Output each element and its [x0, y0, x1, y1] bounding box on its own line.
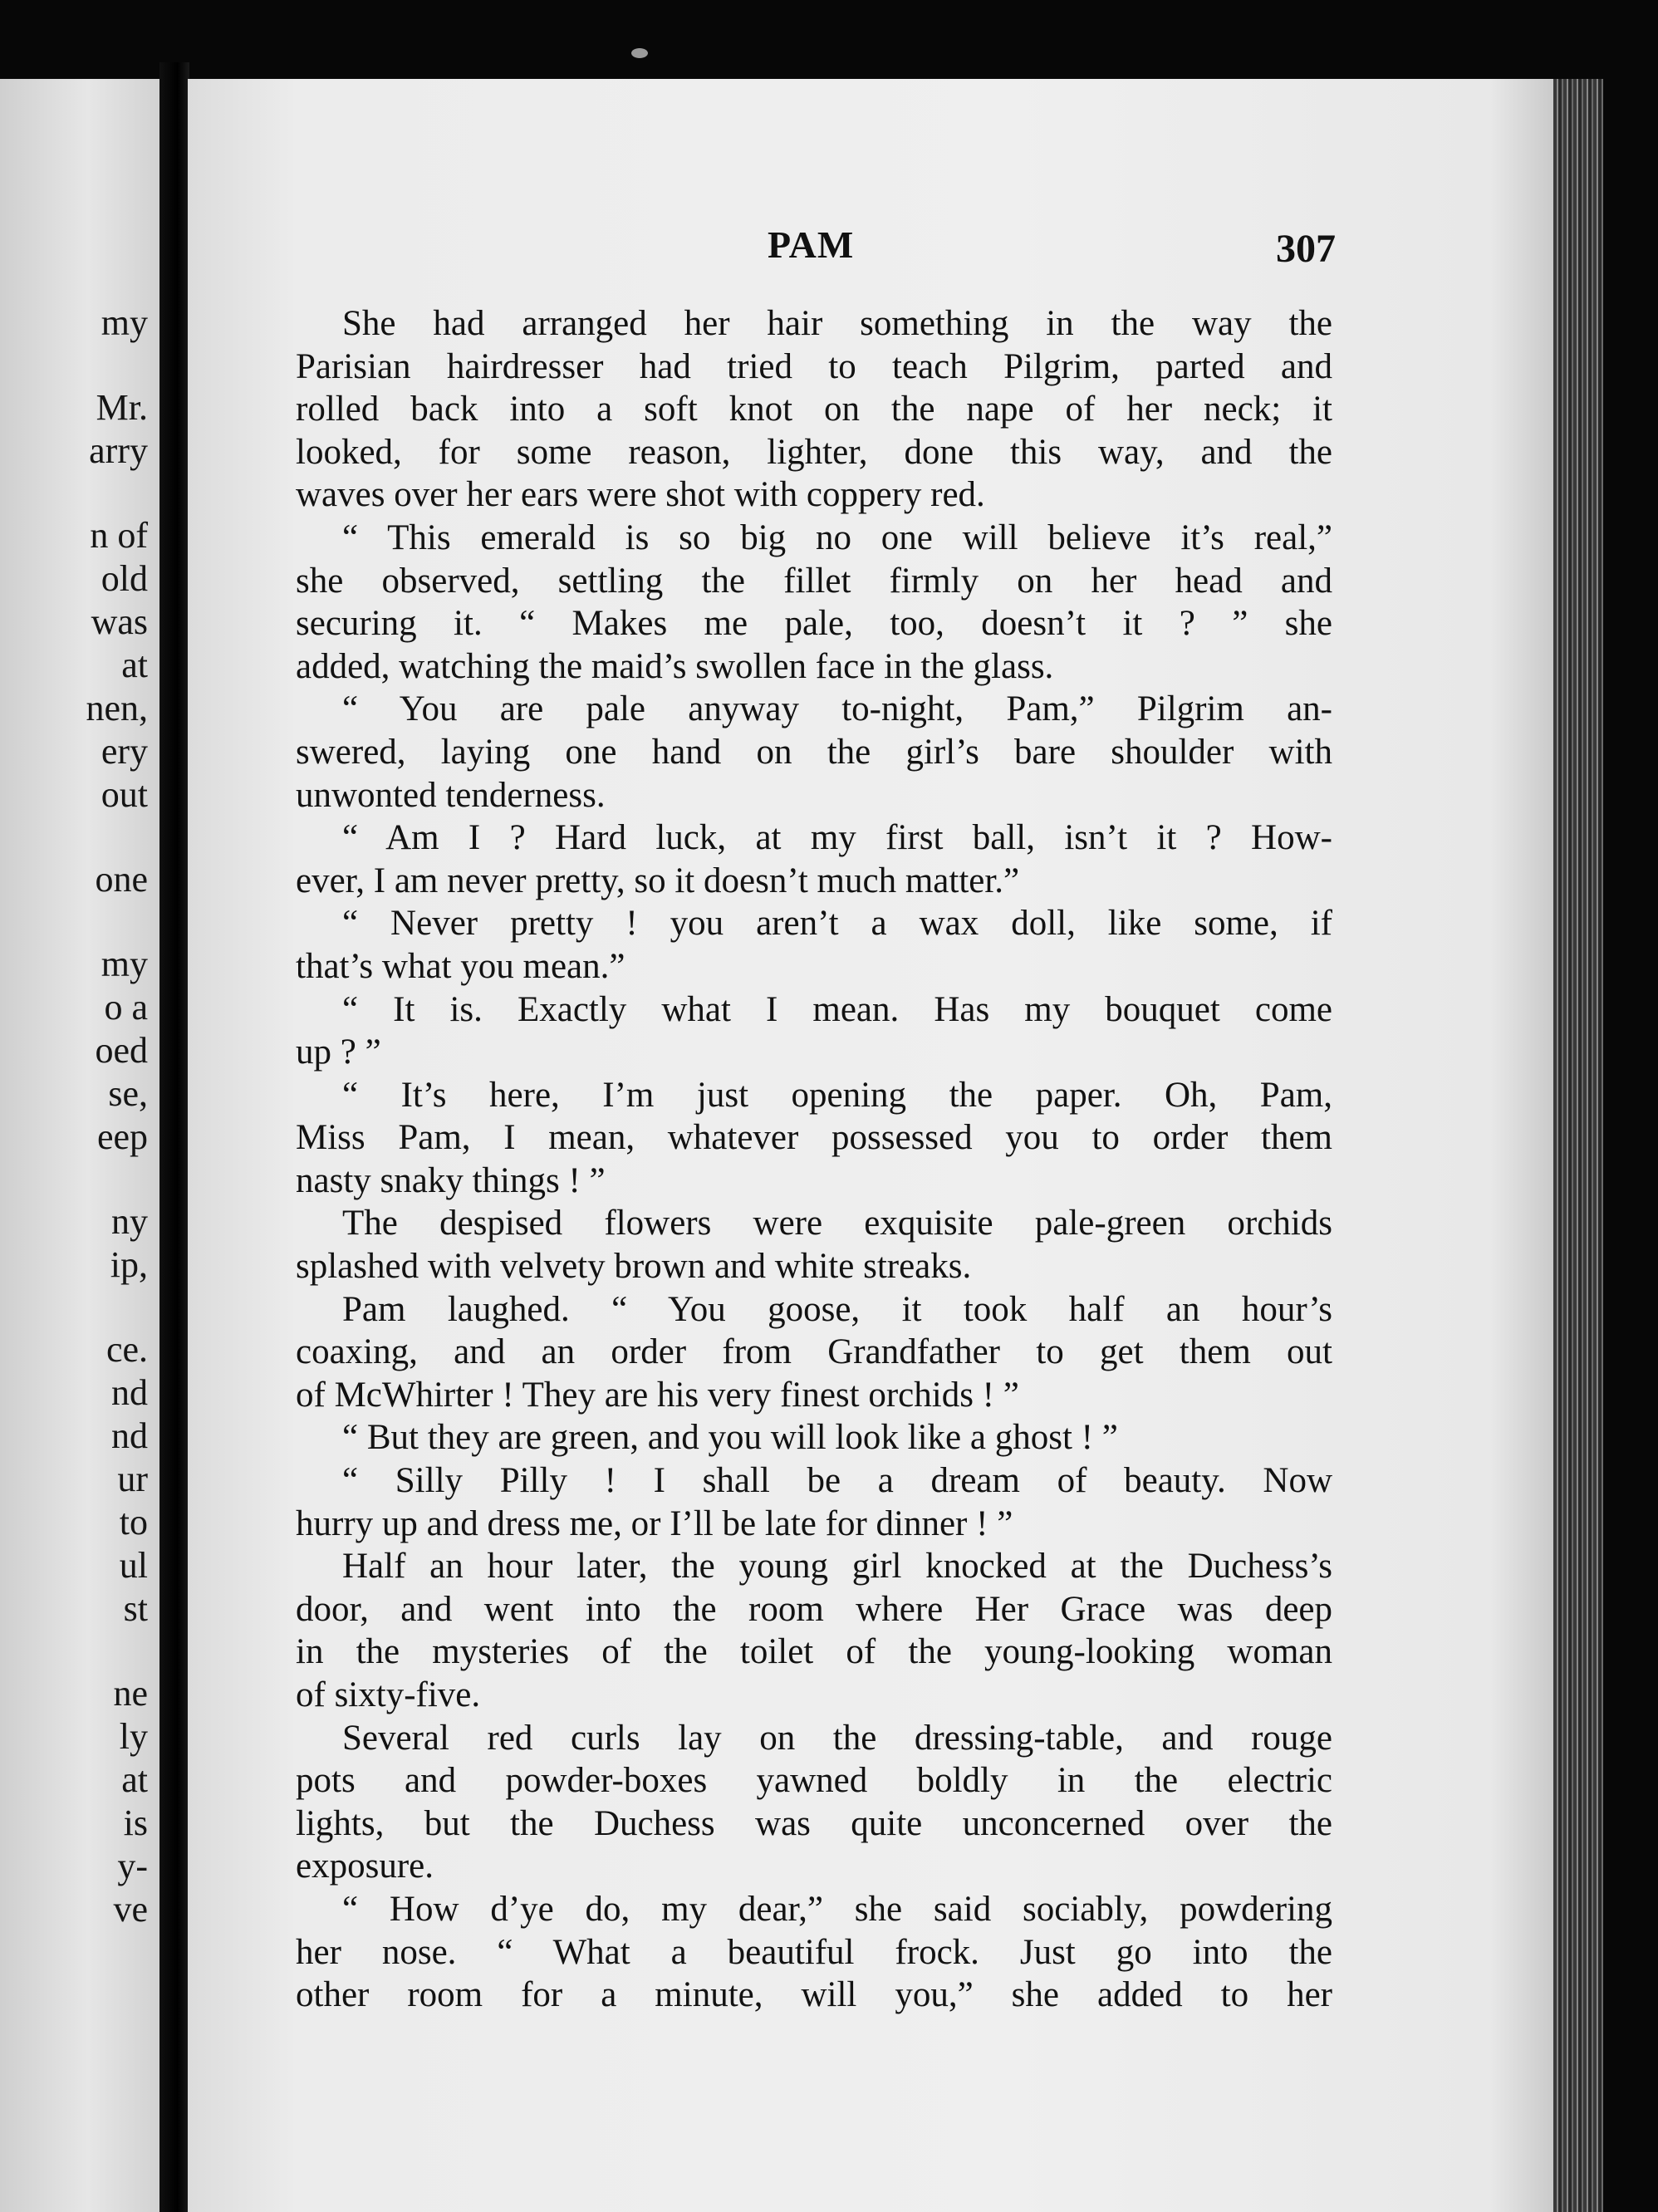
text-line: She had arranged her hair something in the way the [342, 304, 1332, 343]
facing-page-text: ly [119, 1716, 148, 1757]
text-line: lights, but the Duchess was quite unconcerned over the [296, 1803, 1332, 1843]
facing-page-text: Mr. [96, 387, 148, 428]
facing-page-text: at [121, 1759, 148, 1800]
text-line: her nose. “ What a beautiful frock. Just go into the [296, 1932, 1332, 1972]
facing-page-text: nd [111, 1415, 148, 1456]
text-line: “ It is. Exactly what I mean. Has my bouquet come [342, 989, 1332, 1029]
text-line: The despised flowers were exquisite pale-green orchids [342, 1204, 1332, 1243]
text-line: “ You are pale anyway to-night, Pam,” Pilgrim an- [342, 689, 1332, 729]
text-line: “ Silly Pilly ! I shall be a dream of beauty. Now [342, 1461, 1332, 1501]
body-text [296, 302, 1332, 2017]
text-line: Miss Pam, I mean, whatever possessed you to order them [296, 1118, 1332, 1158]
text-line: pots and powder-boxes yawned boldly in the electric [296, 1761, 1332, 1801]
facing-page-text: is [123, 1802, 148, 1843]
text-line: nasty snaky things ! ” [296, 1160, 606, 1200]
text-line: “ Am I ? Hard luck, at my first ball, isn’t it ? How- [342, 818, 1332, 858]
facing-page-text: ery [101, 731, 148, 772]
facing-page-text: y- [117, 1846, 148, 1886]
facing-page-text: nen, [86, 688, 148, 728]
text-line: “ This emerald is so big no one will believe it’s real,” [342, 517, 1332, 557]
facing-page-text: ip, [110, 1244, 148, 1285]
facing-page-text: one [95, 859, 148, 900]
text-line: exposure. [296, 1847, 434, 1886]
book-gutter [159, 62, 189, 2212]
running-head: PAM [768, 223, 855, 266]
facing-page-text: ur [117, 1459, 148, 1499]
text-line: splashed with velvety brown and white streaks. [296, 1247, 972, 1287]
text-line: up ? ” [296, 1032, 381, 1072]
facing-page-text: eep [96, 1116, 148, 1157]
facing-page-text: out [101, 774, 148, 815]
text-line: “ But they are green, and you will look like a ghost ! ” [342, 1418, 1118, 1458]
text-line: “ It’s here, I’m just opening the paper. Oh, Pam, [342, 1075, 1332, 1115]
facing-page-text: my [101, 302, 148, 343]
facing-page-text: nd [111, 1372, 148, 1413]
page-number: 307 [1276, 227, 1336, 271]
text-line: of McWhirter ! They are his very finest orchids ! ” [296, 1375, 1019, 1415]
text-line: “ How d’ye do, my dear,” she said sociably, powdering [342, 1889, 1332, 1929]
facing-page-text: was [91, 601, 148, 642]
text-line: of sixty-five. [296, 1675, 481, 1714]
text-line: “ Never pretty ! you aren’t a wax doll, like some, if [342, 904, 1332, 944]
text-line: other room for a minute, will you,” she added to her [296, 1975, 1332, 2015]
facing-page-text: o a [104, 987, 148, 1028]
text-line: Several red curls lay on the dressing-table, and rouge [342, 1718, 1332, 1758]
text-line: Half an hour later, the young girl knocked at the Duchess’s [342, 1547, 1332, 1587]
text-line: added, watching the maid’s swollen face in the glass. [296, 646, 1054, 686]
facing-page-text: ul [119, 1545, 148, 1586]
facing-page-text: to [119, 1502, 148, 1543]
facing-page-text: st [123, 1588, 148, 1629]
facing-page-text: ve [113, 1889, 148, 1930]
facing-page-text: ny [111, 1201, 148, 1242]
text-line: swered, laying one hand on the girl’s bare shoulder with [296, 732, 1332, 772]
text-line: waves over her ears were shot with coppery red. [296, 475, 985, 515]
text-line: door, and went into the room where Her Grace was deep [296, 1589, 1332, 1629]
text-line: Parisian hairdresser had tried to teach Pilgrim, parted and [296, 346, 1332, 386]
page-edges [1553, 79, 1603, 2212]
facing-page-text: my [101, 944, 148, 984]
facing-page-text: n of [90, 515, 148, 556]
text-line: hurry up and dress me, or I’ll be late for dinner ! ” [296, 1503, 1013, 1543]
facing-page-text: se, [108, 1073, 148, 1114]
text-line: unwonted tenderness. [296, 775, 606, 815]
text-line: Pam laughed. “ You goose, it took half an hour’s [342, 1289, 1332, 1329]
facing-page-text: ne [113, 1673, 148, 1714]
text-line: she observed, settling the fillet firmly on her head and [296, 561, 1332, 601]
text-line: coaxing, and an order from Grandfather to get them out [296, 1332, 1332, 1372]
facing-page-text: ce. [105, 1329, 148, 1370]
facing-page-text: old [101, 558, 148, 599]
scan-speck [631, 48, 648, 58]
text-line: rolled back into a soft knot on the nape of her neck; it [296, 390, 1332, 429]
text-line: ever, I am never pretty, so it doesn’t much matter.” [296, 861, 1020, 900]
facing-page-fragment [0, 79, 159, 2212]
text-line: that’s what you mean.” [296, 946, 625, 986]
text-line: looked, for some reason, lighter, done this way, and the [296, 432, 1332, 472]
facing-page-text: oed [95, 1030, 148, 1071]
facing-page-text: at [121, 645, 148, 685]
facing-page-text: arry [89, 430, 148, 471]
text-line: in the mysteries of the toilet of the young-looking woman [296, 1632, 1332, 1672]
text-line: securing it. “ Makes me pale, too, doesn’t it ? ” she [296, 604, 1332, 644]
